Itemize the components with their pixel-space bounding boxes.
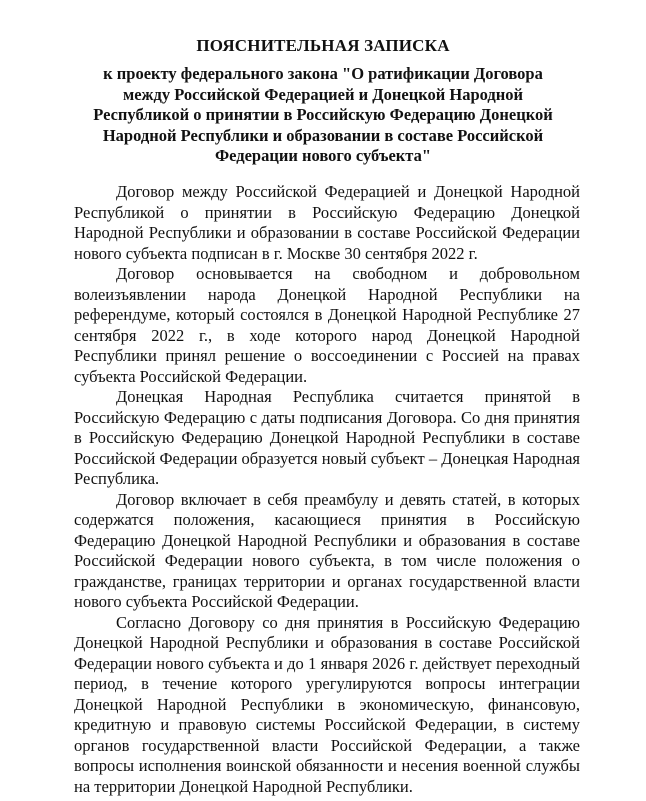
paragraph: Договор основывается на свободном и добровольном волеизъявлении народа Донецкой Народной Республики на референдуме, который состоялся в Донецкой Народной Республике 27 сентября 2022 г., в ходе которого народ Донецкой Народной Республики принял решение о воссоединении с Россией на правах субъекта Российской Федерации. — [74, 264, 580, 386]
document-body — [74, 182, 580, 797]
paragraph: Донецкая Народная Республика считается принятой в Российскую Федерацию с даты подписания Договора. Со дня принятия в Российскую Федерацию Донецкой Народной Республики в составе Российской Федерации образуется новый субъект – Донецкая Народная Республика. — [74, 387, 580, 488]
document-title: ПОЯСНИТЕЛЬНАЯ ЗАПИСКА — [196, 36, 450, 55]
paragraph: Согласно Договору со дня принятия в Российскую Федерацию Донецкой Народной Республики и образования в составе Российской Федерации нового субъекта и до 1 января 2026 г. действует переходный период, в течение которого урегулируются вопросы интеграции Донецкой Народной Республики в экономическую, финансовую, кредитную и правовую системы Российской Федерации, в систему органов государственной власти Российской Федерации, а также вопросы исполнения воинской обязанности и несения военной службы на территории Донецкой Народной Республики. — [74, 612, 580, 796]
paragraph: Договор между Российской Федерацией и Донецкой Народной Республикой о принятии в Российскую Федерацию Донецкой Народной Республики и образовании в составе Российской Федерации нового субъекта подписан в г. Москве 30 сентября 2022 г. — [74, 182, 580, 263]
paragraph: Договор включает в себя преамбулу и девять статей, в которых содержатся положения, касающиеся принятия в Российскую Федерацию Донецкой Народной Республики и образования в составе Российской Федерации нового субъекта, в том числе положения о гражданстве, границах территории и органах государственной власти нового субъекта Российской Федерации. — [74, 489, 580, 611]
document-subtitle: к проекту федерального закона "О ратификации Договора между Российской Федерацией и Донецкой Народной Республикой о принятии в Российскую Федерацию Донецкой Народной Республики и образовании в составе Российской Федерации нового субъекта" — [93, 64, 553, 165]
